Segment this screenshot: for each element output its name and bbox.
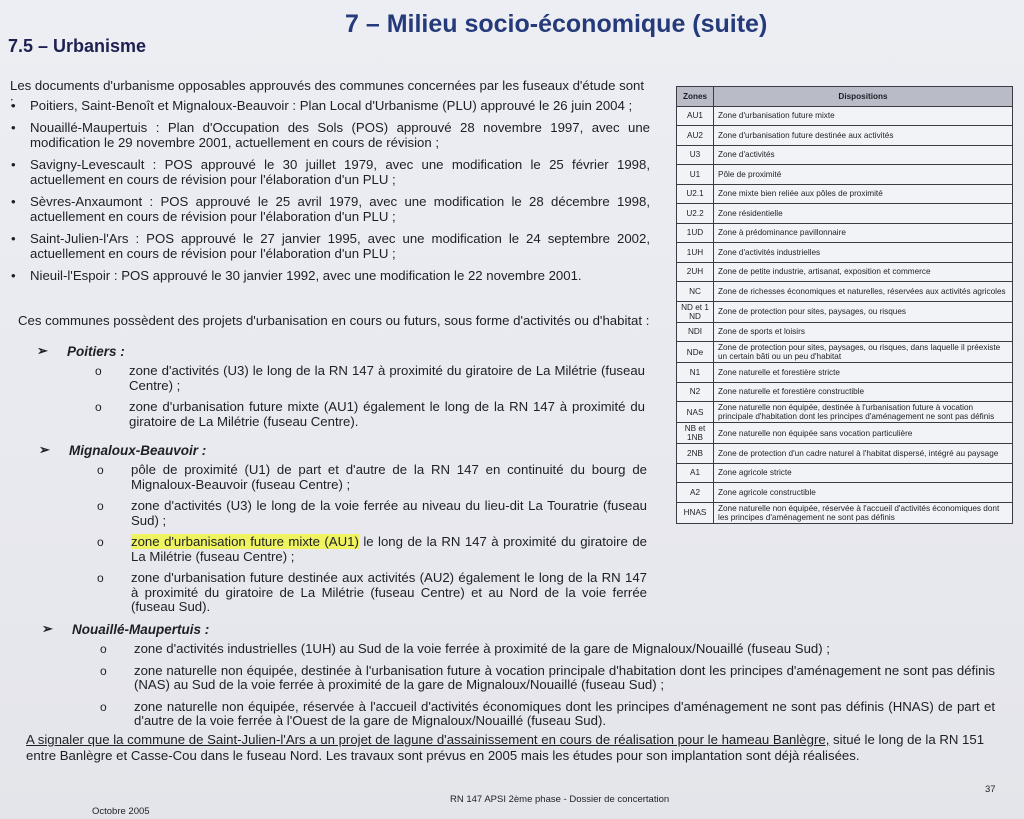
group-title: Poitiers :: [67, 343, 125, 359]
zone-disposition-cell: Zone de petite industrie, artisanat, exposition et commerce: [714, 262, 1013, 282]
footer-date: Octobre 2005: [92, 806, 150, 817]
zone-disposition-cell: Pôle de proximité: [714, 165, 1013, 185]
zone-disposition-cell: Zone d'urbanisation future mixte: [714, 106, 1013, 126]
zone-disposition-cell: Zone à prédominance pavillonnaire: [714, 223, 1013, 243]
zone-disposition-cell: Zone agricole constructible: [714, 483, 1013, 503]
zone-code-cell: 1UH: [677, 243, 714, 263]
zone-code-cell: NDe: [677, 342, 714, 363]
list-item: • Nouaillé-Maupertuis : Plan d'Occupation des Sols (POS) approuvé 28 novembre 1997, avec une modification le 29 novembre 2001, actuellement en cours de révision ;: [10, 120, 650, 151]
circle-bullet-icon: o: [97, 571, 104, 585]
zone-disposition-cell: Zone de sports et loisirs: [714, 322, 1013, 342]
table-row: [677, 322, 1013, 342]
table-row: [677, 502, 1013, 523]
circle-bullet-icon: o: [100, 642, 107, 656]
circle-bullet-icon: o: [100, 699, 107, 714]
table-header-zones: Zones: [677, 87, 714, 107]
table-row: [677, 262, 1013, 282]
arrow-bullet-icon: ➢: [42, 621, 53, 636]
arrow-bullet-icon: ➢: [39, 442, 50, 457]
zone-code-cell: 1UD: [677, 223, 714, 243]
table-row: [677, 106, 1013, 126]
circle-bullet-icon: o: [97, 499, 104, 513]
zone-disposition-cell: Zone de richesses économiques et naturelles, réservées aux activités agricoles: [714, 282, 1013, 302]
list-item: • Sèvres-Anxaumont : POS approuvé le 25 avril 1979, avec une modification le 28 décembre 1998, actuellement en cours de révision pour l'élaboration d'un PLU ;: [10, 194, 650, 225]
table-row: [677, 382, 1013, 402]
page-number: 37: [985, 784, 996, 795]
table-row: [677, 204, 1013, 224]
circle-bullet-icon: o: [95, 400, 102, 414]
zone-code-cell: U3: [677, 145, 714, 165]
list-item: • Poitiers, Saint-Benoît et Mignaloux-Beauvoir : Plan Local d'Urbanisme (PLU) approuvé le 26 juin 2004 ;: [10, 98, 650, 114]
zone-code-cell: HNAS: [677, 502, 714, 523]
zone-disposition-cell: Zone d'activités industrielles: [714, 243, 1013, 263]
zone-code-cell: 2NB: [677, 444, 714, 464]
list-item: o zone d'urbanisation future destinée aux activités (AU2) également le long de la RN 147 à proximité du giratoire de La Milétrie (fuseau Centre) et au Nord de la voie ferrée (fuseau Sud).: [97, 570, 647, 614]
list-item: o zone naturelle non équipée, destinée à l'urbanisation future à vocation principale d'habitation dont les principes d'aménagement ne sont pas définis (NAS) au Sud de la voie ferrée à proximité de la gare de Mignaloux/Nouaillé (fuseau Sud) ;: [100, 662, 995, 692]
zone-disposition-cell: Zone de protection d'un cadre naturel à l'habitat dispersé, intégré au paysage: [714, 444, 1013, 464]
list-item: • Saint-Julien-l'Ars : POS approuvé le 27 janvier 1995, avec une modification le 24 septembre 2002, actuellement en cours de révision pour l'élaboration d'un PLU ;: [10, 231, 650, 262]
list-item: o zone d'activités (U3) le long de la RN 147 à proximité du giratoire de La Milétrie (fuseau Centre) ;: [95, 363, 645, 393]
zone-disposition-cell: Zone agricole stricte: [714, 463, 1013, 483]
table-row: [677, 342, 1013, 363]
zone-code-cell: NB et 1NB: [677, 423, 714, 444]
zone-code-cell: NAS: [677, 402, 714, 423]
zone-code-cell: A1: [677, 463, 714, 483]
circle-bullet-icon: o: [97, 535, 104, 549]
zone-disposition-cell: Zone de protection pour sites, paysages, ou risques, dans laquelle il préexiste un certain bâti ou un peu d'habitat: [714, 342, 1013, 363]
table-row: [677, 126, 1013, 146]
zone-code-cell: U2.1: [677, 184, 714, 204]
list-item: • Nieuil-l'Espoir : POS approuvé le 30 janvier 1992, avec une modification le 22 novembre 2001.: [10, 268, 650, 284]
list-item: o zone d'activités industrielles (1UH) au Sud de la voie ferrée à proximité de la gare de Mignaloux/Nouaillé (fuseau Sud) ;: [100, 641, 830, 656]
list-item: o zone naturelle non équipée, réservée à l'accueil d'activités économiques dont les principes d'aménagement ne sont pas définis (HNAS) de part et d'autre de la voie ferrée à l'Ouest de la gare de Mignaloux/Nouaillé (fuseau Sud).: [100, 698, 995, 728]
list-item: o zone d'urbanisation future mixte (AU1) également le long de la RN 147 à proximité du giratoire de La Milétrie (fuseau Centre).: [95, 399, 645, 429]
table-row: [677, 363, 1013, 383]
group-title: Mignaloux-Beauvoir :: [69, 442, 207, 458]
zone-disposition-cell: Zone de protection pour sites, paysages, ou risques: [714, 301, 1013, 322]
zone-disposition-cell: Zone naturelle non équipée, destinée à l'urbanisation future à vocation principale d'habitation dont les principes d'aménagement ne sont pas définis: [714, 402, 1013, 423]
group-nouaille-maupertuis: [42, 620, 995, 736]
zone-code-cell: AU1: [677, 106, 714, 126]
table-row: [677, 463, 1013, 483]
zone-code-cell: NDI: [677, 322, 714, 342]
zone-code-cell: A2: [677, 483, 714, 503]
group-title: Nouaillé-Maupertuis :: [72, 621, 210, 637]
communes-intro: Ces communes possèdent des projets d'urbanisation en cours ou futurs, sous forme d'activités ou d'habitat :: [18, 313, 650, 328]
zones-table: [676, 86, 1013, 524]
zone-disposition-cell: Zone d'activités: [714, 145, 1013, 165]
table-header-dispositions: Dispositions: [714, 87, 1013, 107]
note-paragraph: [26, 732, 996, 764]
zone-code-cell: AU2: [677, 126, 714, 146]
zone-code-cell: N1: [677, 363, 714, 383]
zone-code-cell: 2UH: [677, 262, 714, 282]
page-title: 7 – Milieu socio-économique (suite): [345, 10, 768, 38]
table-row: [677, 243, 1013, 263]
list-item: o zone d'activités (U3) le long de la voie ferrée au niveau du lieu-dit La Touratrie (fuseau Sud) ;: [97, 498, 647, 528]
zone-disposition-cell: Zone d'urbanisation future destinée aux activités: [714, 126, 1013, 146]
documents-list: [10, 98, 650, 289]
zone-disposition-cell: Zone naturelle et forestière stricte: [714, 363, 1013, 383]
list-item: o zone d'urbanisation future mixte (AU1) le long de la RN 147 à proximité du giratoire de La Milétrie (fuseau Centre) ;: [97, 534, 647, 564]
table-row: [677, 444, 1013, 464]
arrow-bullet-icon: ➢: [37, 343, 48, 358]
zone-disposition-cell: Zone mixte bien reliée aux pôles de proximité: [714, 184, 1013, 204]
zone-code-cell: ND et 1 ND: [677, 301, 714, 322]
note-rest: situé le long de la RN 151 entre Banlègre et Casse-Cou dans le fuseau Nord. Les travaux sont prévus en 2005 mais les études pour son implantation sont déjà réalisées.: [26, 732, 985, 763]
table-row: [677, 223, 1013, 243]
zone-disposition-cell: Zone naturelle non équipée, réservée à l'accueil d'activités économiques dont les principes d'aménagement ne sont pas définis: [714, 502, 1013, 523]
zones-table-body: [677, 106, 1013, 523]
zone-code-cell: U1: [677, 165, 714, 185]
table-row: [677, 483, 1013, 503]
table-row: [677, 145, 1013, 165]
table-row: [677, 402, 1013, 423]
circle-bullet-icon: o: [97, 463, 104, 477]
table-row: [677, 184, 1013, 204]
zone-disposition-cell: Zone naturelle et forestière constructible: [714, 382, 1013, 402]
zone-code-cell: NC: [677, 282, 714, 302]
table-row: [677, 423, 1013, 444]
circle-bullet-icon: o: [95, 364, 102, 378]
zone-code-cell: U2.2: [677, 204, 714, 224]
list-item: • Savigny-Levescault : POS approuvé le 30 juillet 1979, avec une modification le 25 février 1998, actuellement en cours de révision pour l'élaboration d'un PLU ;: [10, 157, 650, 188]
footer-document: RN 147 APSI 2ème phase - Dossier de concertation: [450, 794, 670, 805]
table-row: [677, 165, 1013, 185]
zone-disposition-cell: Zone naturelle non équipée sans vocation particulière: [714, 423, 1013, 444]
highlighted-text: zone d'urbanisation future mixte (AU1): [131, 534, 359, 549]
table-row: [677, 282, 1013, 302]
intro-paragraph: Les documents d'urbanisme opposables approuvés des communes concernées par les fuseaux d'étude sont :: [10, 78, 645, 109]
note-underlined: A signaler que la commune de Saint-Julien-l'Ars a un projet de lagune d'assainissement en cours de réalisation pour le hameau Banlègre,: [26, 732, 830, 747]
list-item: o pôle de proximité (U1) de part et d'autre de la RN 147 en continuité du bourg de Mignaloux-Beauvoir (fuseau Centre) ;: [97, 462, 647, 492]
section-title: 7.5 – Urbanisme: [8, 36, 147, 56]
zone-code-cell: N2: [677, 382, 714, 402]
zone-disposition-cell: Zone résidentielle: [714, 204, 1013, 224]
table-row: [677, 301, 1013, 322]
circle-bullet-icon: o: [100, 663, 107, 678]
